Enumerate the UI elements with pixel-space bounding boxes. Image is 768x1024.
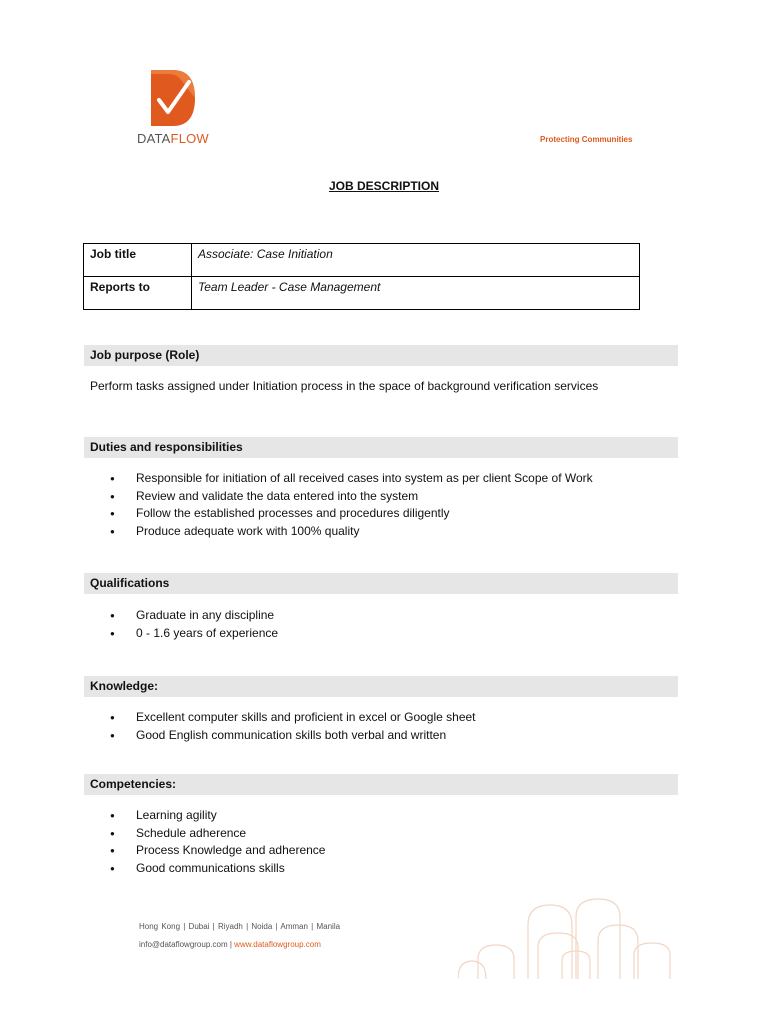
decorative-arches-icon bbox=[458, 895, 680, 979]
document-title: JOB DESCRIPTION bbox=[328, 179, 439, 193]
footer-contact bbox=[139, 940, 321, 949]
list-item: ● Process Knowledge and adherence bbox=[110, 842, 325, 860]
list-item: ● Follow the established processes and procedures diligently bbox=[110, 505, 593, 523]
list-item: ● Schedule adherence bbox=[110, 825, 325, 843]
list-item: ● Review and validate the data entered into the system bbox=[110, 488, 593, 506]
list-item: ● Good English communication skills both verbal and written bbox=[110, 727, 476, 745]
section-heading-duties: Duties and responsibilities bbox=[84, 437, 678, 458]
qualifications-list bbox=[110, 607, 278, 642]
list-item: ● Excellent computer skills and proficient in excel or Google sheet bbox=[110, 709, 476, 727]
competencies-list bbox=[110, 807, 325, 877]
logo-wordmark: DATAFLOW bbox=[137, 131, 209, 146]
footer-separator: | bbox=[229, 940, 232, 949]
list-item: ● Produce adequate work with 100% quality bbox=[110, 523, 593, 541]
job-title-value: Associate: Case Initiation bbox=[192, 244, 640, 277]
section-heading-knowledge: Knowledge: bbox=[84, 676, 678, 697]
job-title-label: Job title bbox=[84, 244, 192, 277]
table-row bbox=[84, 277, 640, 310]
section-heading-qualifications: Qualifications bbox=[84, 573, 678, 594]
list-item: ● Learning agility bbox=[110, 807, 325, 825]
footer-email: info@dataflowgroup.com bbox=[139, 940, 228, 949]
section-heading-competencies: Competencies: bbox=[84, 774, 678, 795]
job-info-table bbox=[83, 243, 640, 310]
reports-to-label: Reports to bbox=[84, 277, 192, 310]
list-item: ● Good communications skills bbox=[110, 860, 325, 878]
knowledge-list bbox=[110, 709, 476, 744]
footer-website-link[interactable]: www.dataflowgroup.com bbox=[234, 940, 321, 949]
reports-to-value: Team Leader - Case Management bbox=[192, 277, 640, 310]
purpose-text: Perform tasks assigned under Initiation process in the space of background verification services bbox=[90, 379, 599, 393]
list-item: ● 0 - 1.6 years of experience bbox=[110, 625, 278, 643]
list-item: ● Graduate in any discipline bbox=[110, 607, 278, 625]
dataflow-logo-icon bbox=[151, 70, 195, 126]
tagline: Protecting Communities bbox=[540, 135, 633, 144]
table-row bbox=[84, 244, 640, 277]
list-item: ● Responsible for initiation of all received cases into system as per client Scope of Work bbox=[110, 470, 593, 488]
duties-list bbox=[110, 470, 593, 540]
section-heading-purpose: Job purpose (Role) bbox=[84, 345, 678, 366]
footer-locations: Hong Kong | Dubai | Riyadh | Noida | Amman | Manila bbox=[139, 922, 341, 931]
